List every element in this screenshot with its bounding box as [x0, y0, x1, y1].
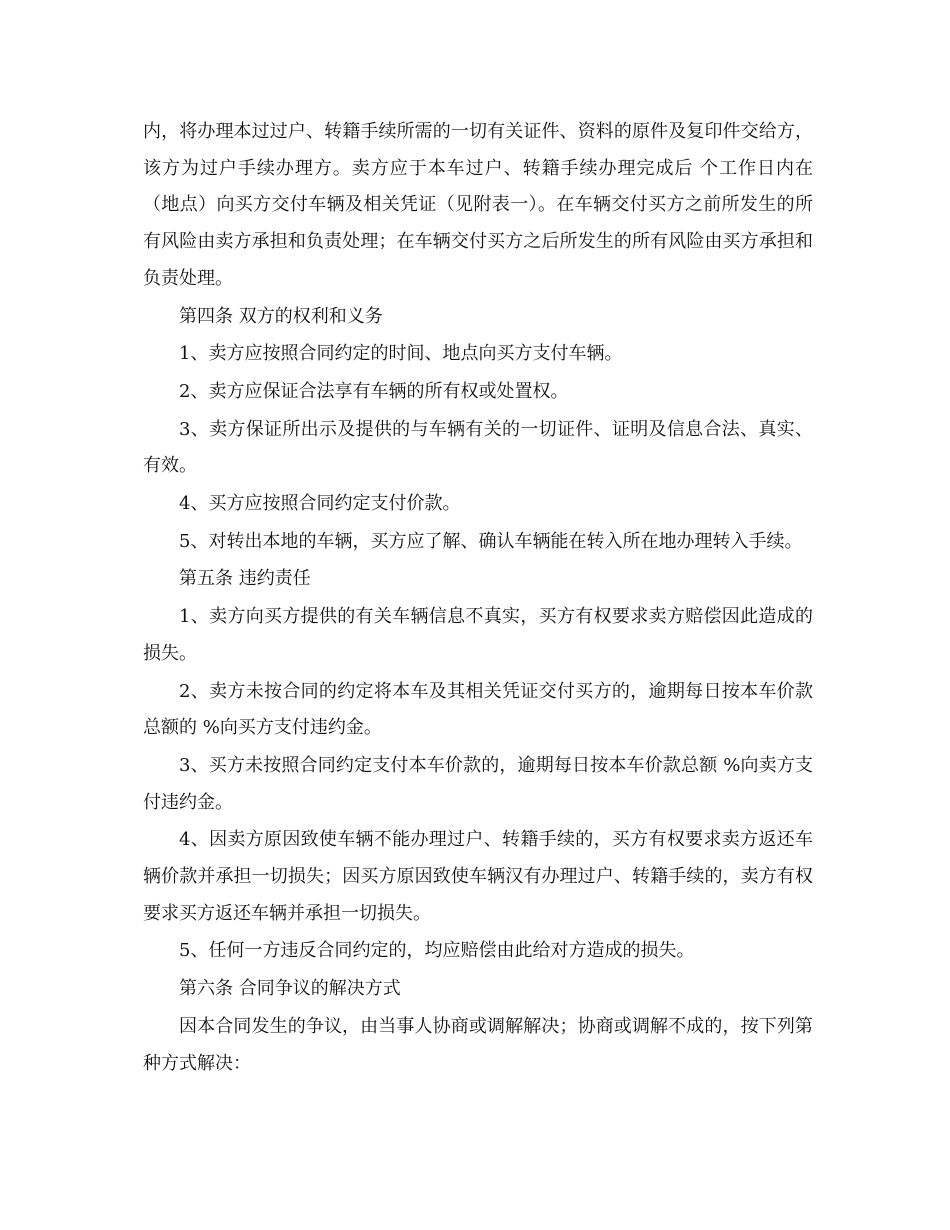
clause-5-5: 5、任何一方违反合同约定的，均应赔偿由此给对方造成的损失。	[179, 940, 695, 962]
clause-5-1: 1、卖方向买方提供的有关车辆信息不真实，买方有权要求卖方赔偿因此造成的损失。	[143, 606, 813, 664]
paragraph-continuation: 内，将办理本过过户、转籍手续所需的一切有关证件、资料的原件及复印件交给方，该方为过户手续办理方。卖方应于本车过户、转籍手续办理完成后 个工作日内在（地点）向买方交付车辆及相关凭证（见附表一）。在车辆交付买方之前所发生的所有风险由卖方承担和负责处理；在车辆交付买方之后所发生的所有风险由买方承担和负责处理。	[143, 121, 813, 289]
document-body	[143, 114, 813, 1083]
clause-4-3: 3、卖方保证所出示及提供的与车辆有关的一切证件、证明及信息合法、真实、有效。	[143, 418, 813, 477]
clause-5-4: 4、因卖方原因致使车辆不能办理过户、转籍手续的，买方有权要求卖方返还车辆价款并承担一切损失；因买方原因致使车辆汉有办理过户、转籍手续的，卖方有权要求买方返还车辆并承担一切损失。	[143, 829, 813, 924]
section-heading-article-5: 第五条 违约责任	[179, 568, 311, 590]
section-heading-article-4: 第四条 双方的权利和义务	[179, 305, 383, 327]
clause-4-2: 2、卖方应保证合法享有车辆的所有权或处置权。	[179, 380, 569, 402]
clause-6-intro: 因本合同发生的争议，由当事人协商或调解解决；协商或调解不成的，按下列第种方式解决：	[143, 1015, 813, 1074]
clause-5-3: 3、买方未按照合同约定支付本车价款的，逾期每日按本车价款总额 %向卖方支付违约金。	[143, 754, 813, 813]
clause-4-5: 5、对转出本地的车辆，买方应了解、确认车辆能在转入所在地办理转入手续。	[179, 530, 803, 552]
section-heading-article-6: 第六条 合同争议的解决方式	[179, 978, 401, 1000]
clause-4-4: 4、买方应按照合同约定支付价款。	[179, 493, 461, 515]
clause-4-1: 1、卖方应按照合同约定的时间、地点向买方支付车辆。	[179, 343, 623, 365]
clause-5-2: 2、卖方未按合同的约定将本车及其相关凭证交付买方的，逾期每日按本车价款总额的 %向买方支付违约金。	[143, 680, 813, 739]
